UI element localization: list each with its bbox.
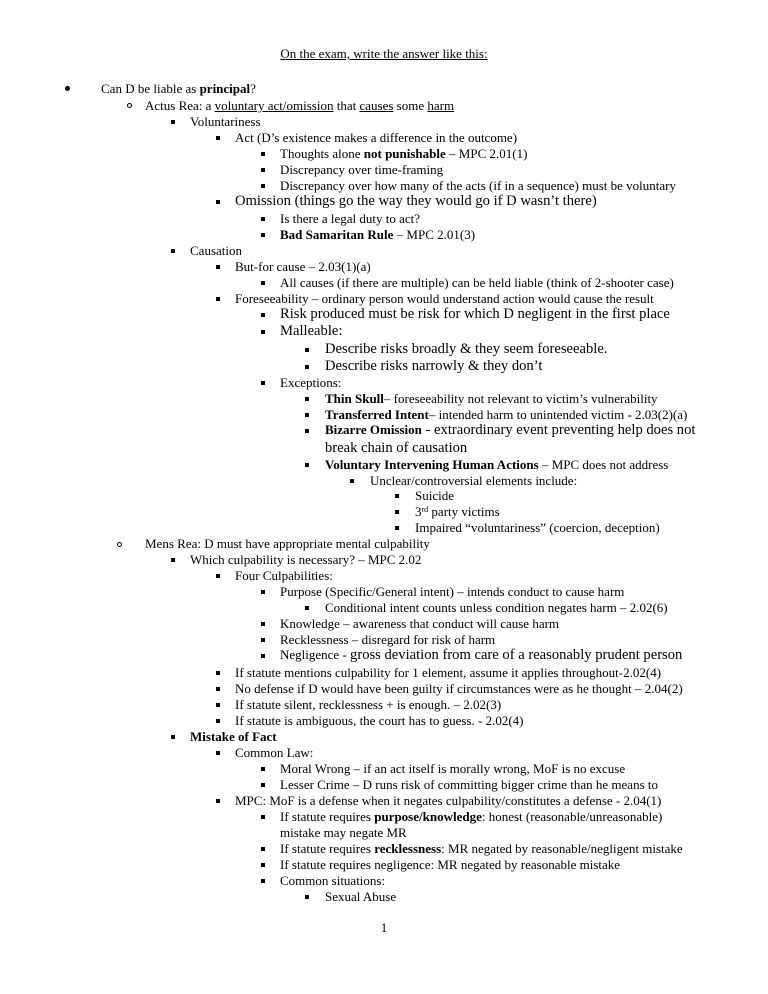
square-bullet-icon [216, 799, 220, 803]
item-text: Discrepancy over time-framing [280, 162, 444, 177]
item-text: mistake may negate MR [280, 825, 407, 840]
square-bullet-icon [261, 381, 265, 385]
square-bullet-icon [261, 233, 265, 237]
item-text: Omission (things go the way they would go if D wasn’t there) [235, 193, 597, 209]
item-text: Mistake of Fact [190, 729, 277, 744]
circle-bullet-icon [127, 103, 132, 108]
square-bullet-icon [305, 348, 309, 352]
square-bullet-icon [305, 365, 309, 369]
item-text: Can D be liable as principal? [101, 81, 256, 96]
square-bullet-icon [305, 463, 309, 467]
item-text: Thin Skull– foreseeability not relevant to victim’s vulnerability [325, 391, 658, 406]
square-bullet-icon [216, 574, 220, 578]
item-text: Foreseeability – ordinary person would understand action would cause the result [235, 291, 654, 306]
square-bullet-icon [395, 494, 399, 498]
item-text: If statute is ambiguous, the court has to guess. - 2.02(4) [235, 713, 524, 728]
square-bullet-icon [261, 638, 265, 642]
item-text: Conditional intent counts unless condition negates harm – 2.02(6) [325, 600, 668, 615]
page-title: On the exam, write the answer like this: [280, 46, 488, 61]
item-text: Unclear/controversial elements include: [370, 473, 578, 488]
square-bullet-icon [261, 654, 265, 658]
item-text: If statute requires purpose/knowledge: honest (reasonable/unreasonable) [280, 809, 663, 824]
square-bullet-icon [305, 413, 309, 417]
square-bullet-icon [216, 687, 220, 691]
item-text: Common Law: [235, 745, 314, 760]
item-text: Moral Wrong – if an act itself is morally wrong, MoF is no excuse [280, 761, 626, 776]
square-bullet-icon [261, 622, 265, 626]
square-bullet-icon [261, 767, 265, 771]
item-text: Bad Samaritan Rule – MPC 2.01(3) [280, 227, 476, 242]
item-text: break chain of causation [325, 440, 468, 456]
square-bullet-icon [261, 152, 265, 156]
item-text: Describe risks narrowly & they don’t [325, 358, 543, 374]
item-text: Discrepancy over how many of the acts (if in a sequence) must be voluntary [280, 178, 677, 193]
square-bullet-icon [261, 879, 265, 883]
square-bullet-icon [171, 558, 175, 562]
item-text: Malleable: [280, 323, 343, 339]
square-bullet-icon [305, 895, 309, 899]
item-text: Suicide [415, 488, 454, 503]
square-bullet-icon [216, 703, 220, 707]
item-text: All causes (if there are multiple) can be held liable (think of 2-shooter case) [280, 275, 674, 290]
square-bullet-icon [305, 397, 309, 401]
item-text: Risk produced must be risk for which D negligent in the first place [280, 306, 670, 322]
square-bullet-icon [216, 751, 220, 755]
item-text: 3rd party victims [415, 504, 500, 519]
square-bullet-icon [261, 590, 265, 594]
square-bullet-icon [261, 863, 265, 867]
square-bullet-icon [395, 526, 399, 530]
square-bullet-icon [261, 847, 265, 851]
square-bullet-icon [350, 479, 354, 483]
item-text: Recklessness – disregard for risk of harm [280, 632, 496, 647]
item-text: If statute silent, recklessness + is enough. – 2.02(3) [235, 697, 502, 712]
item-text: Exceptions: [280, 375, 342, 390]
item-text: MPC: MoF is a defense when it negates culpability/constitutes a defense - 2.04(1) [235, 793, 662, 808]
item-text: Describe risks broadly & they seem foreseeable. [325, 341, 608, 357]
square-bullet-icon [216, 297, 220, 301]
item-text: Four Culpabilities: [235, 568, 333, 583]
square-bullet-icon [216, 200, 220, 204]
item-text: Sexual Abuse [325, 889, 397, 904]
square-bullet-icon [261, 217, 265, 221]
square-bullet-icon [261, 313, 265, 317]
bullet-icon [65, 86, 70, 91]
square-bullet-icon [171, 120, 175, 124]
item-text: If statute mentions culpability for 1 element, assume it applies throughout-2.02(4) [235, 665, 662, 680]
item-text: Negligence - gross deviation from care of a reasonably prudent person [280, 647, 683, 663]
item-text: Common situations: [280, 873, 386, 888]
square-bullet-icon [171, 735, 175, 739]
square-bullet-icon [305, 606, 309, 610]
square-bullet-icon [216, 136, 220, 140]
item-text: But-for cause – 2.03(1)(a) [235, 259, 371, 274]
item-text: Purpose (Specific/General intent) – intends conduct to cause harm [280, 584, 625, 599]
square-bullet-icon [261, 281, 265, 285]
square-bullet-icon [261, 783, 265, 787]
item-text: If statute requires negligence: MR negated by reasonable mistake [280, 857, 621, 872]
item-text: Impaired “voluntariness” (coercion, deception) [415, 520, 660, 535]
square-bullet-icon [216, 671, 220, 675]
item-text: No defense if D would have been guilty if circumstances were as he thought – 2.04(2) [235, 681, 683, 696]
item-text: Which culpability is necessary? – MPC 2.02 [190, 552, 422, 567]
item-text: Act (D’s existence makes a difference in the outcome) [235, 130, 518, 145]
circle-bullet-icon [117, 542, 122, 547]
square-bullet-icon [216, 265, 220, 269]
square-bullet-icon [395, 510, 399, 514]
square-bullet-icon [261, 330, 265, 334]
item-text: Actus Rea: a voluntary act/omission that causes some harm [145, 98, 455, 113]
item-text: Transferred Intent– intended harm to unintended victim - 2.03(2)(a) [325, 407, 688, 422]
item-text: Mens Rea: D must have appropriate mental culpability [145, 536, 430, 551]
square-bullet-icon [261, 815, 265, 819]
item-text: Voluntariness [190, 114, 261, 129]
item-text: Bizarre Omission - extraordinary event preventing help does not [325, 422, 696, 438]
item-text: Lesser Crime – D runs risk of committing bigger crime than he means to [280, 777, 658, 792]
item-text: If statute requires recklessness: MR negated by reasonable/negligent mistake [280, 841, 683, 856]
item-text: Voluntary Intervening Human Actions – MPC does not address [325, 457, 669, 472]
item-text: Thoughts alone not punishable – MPC 2.01(1) [280, 146, 528, 161]
square-bullet-icon [261, 184, 265, 188]
square-bullet-icon [261, 168, 265, 172]
item-text: Knowledge – awareness that conduct will cause harm [280, 616, 560, 631]
square-bullet-icon [305, 429, 309, 433]
square-bullet-icon [216, 719, 220, 723]
item-text: Is there a legal duty to act? [280, 211, 421, 226]
square-bullet-icon [171, 249, 175, 253]
item-text: Causation [190, 243, 242, 258]
page-number: 1 [380, 920, 388, 935]
